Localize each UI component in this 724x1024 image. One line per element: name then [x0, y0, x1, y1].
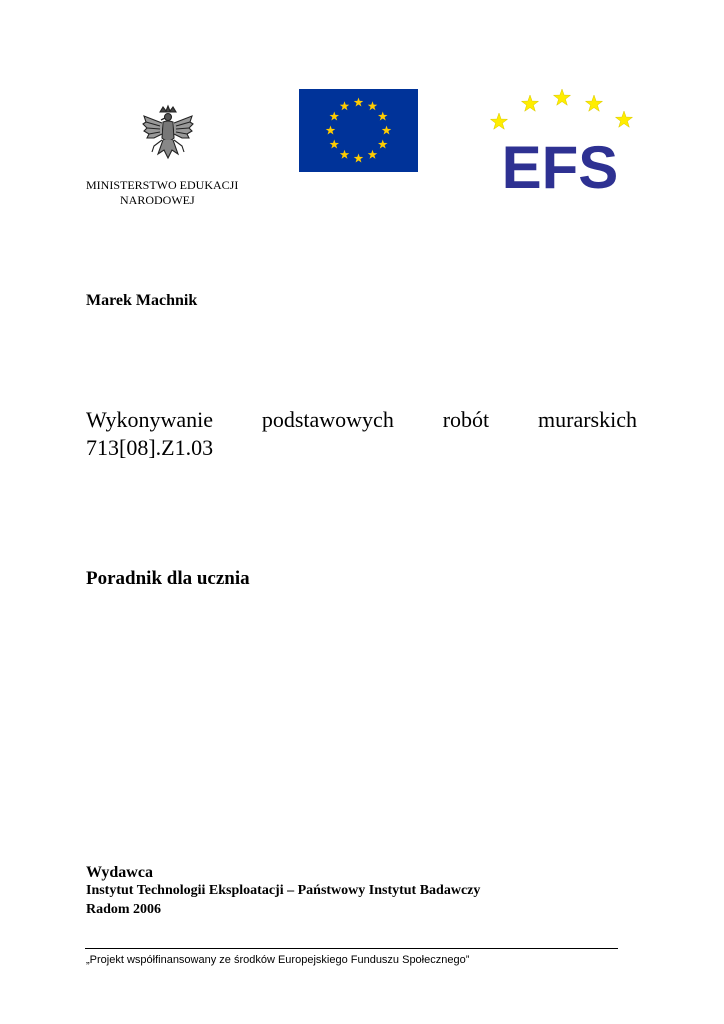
efs-star: [553, 89, 570, 105]
publisher-name: Instytut Technologii Eksploatacji – Państwowy Instytut Badawczy: [86, 883, 481, 898]
document-title: [86, 406, 637, 462]
title-word: murarskich: [538, 407, 637, 432]
title-word: podstawowych: [261, 407, 394, 432]
efs-star: [521, 95, 538, 111]
title-word: Wykonywanie: [86, 407, 213, 432]
title-code: 713[08].Z1.03: [86, 435, 214, 460]
efs-star: [490, 113, 507, 129]
polish-eagle-emblem: [138, 104, 198, 164]
eu-flag-logo: [299, 89, 418, 172]
ministry-line1: MINISTERSTWO EDUKACJI: [86, 178, 239, 192]
footer-divider: [85, 948, 618, 949]
publisher-place-year: Radom 2006: [86, 902, 162, 917]
title-word: robót: [442, 407, 490, 432]
author-name: Marek Machnik: [86, 292, 198, 309]
document-subtitle: Poradnik dla ucznia: [86, 568, 250, 589]
efs-star: [585, 95, 602, 111]
efs-star: [615, 111, 632, 127]
ministry-name: [86, 178, 246, 208]
ministry-line2: NARODOWEJ: [120, 193, 195, 207]
efs-logo-text: EFS: [501, 134, 619, 196]
publisher-label: Wydawca: [86, 864, 153, 881]
footer-note: „Projekt współfinansowany ze środków Europejskiego Funduszu Społecznego”: [86, 954, 470, 966]
efs-logo: [482, 86, 638, 196]
